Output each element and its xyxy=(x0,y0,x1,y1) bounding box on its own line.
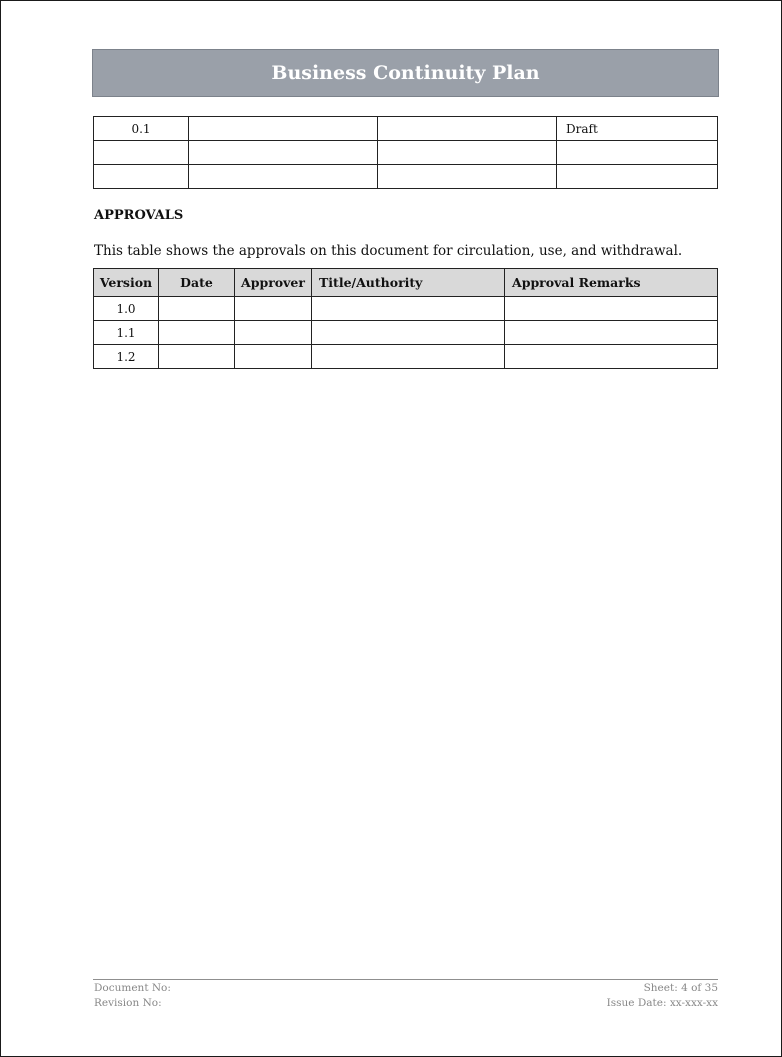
table-cell xyxy=(505,297,718,321)
document-title-bar xyxy=(92,49,719,97)
column-header-version: Version xyxy=(94,269,159,297)
table-row xyxy=(94,297,718,321)
table-row xyxy=(94,141,718,165)
table-cell xyxy=(94,165,189,189)
table-cell xyxy=(94,141,189,165)
table-cell xyxy=(312,345,505,369)
table-cell: 1.1 xyxy=(94,321,159,345)
table-cell xyxy=(189,141,378,165)
sheet-number: Sheet: 4 of 35 xyxy=(643,982,718,994)
table-cell xyxy=(235,297,312,321)
table-header-row xyxy=(94,269,718,297)
column-header-approval-remarks: Approval Remarks xyxy=(505,269,718,297)
table-cell: 0.1 xyxy=(94,117,189,141)
table-row xyxy=(94,321,718,345)
table-cell xyxy=(378,165,557,189)
table-cell xyxy=(159,321,235,345)
table-cell xyxy=(557,165,718,189)
table-row xyxy=(94,117,718,141)
table-row xyxy=(94,165,718,189)
document-no-label: Document No: xyxy=(94,982,171,994)
table-cell xyxy=(235,321,312,345)
page-footer xyxy=(94,982,718,1012)
issue-date: Issue Date: xx-xxx-xx xyxy=(606,997,718,1009)
approvals-table xyxy=(93,268,718,369)
table-cell xyxy=(505,345,718,369)
table-cell: 1.0 xyxy=(94,297,159,321)
table-cell xyxy=(378,141,557,165)
column-header-approver: Approver xyxy=(235,269,312,297)
column-header-title-authority: Title/Authority xyxy=(312,269,505,297)
table-cell xyxy=(159,345,235,369)
approvals-heading: APPROVALS xyxy=(94,208,184,223)
table-cell xyxy=(312,297,505,321)
table-cell: 1.2 xyxy=(94,345,159,369)
document-title: Business Continuity Plan xyxy=(271,62,540,84)
table-cell xyxy=(189,117,378,141)
table-cell xyxy=(312,321,505,345)
table-cell xyxy=(378,117,557,141)
table-row xyxy=(94,345,718,369)
approvals-description: This table shows the approvals on this document for circulation, use, and withdrawal. xyxy=(94,243,683,259)
footer-divider xyxy=(93,979,718,980)
table-cell xyxy=(557,141,718,165)
table-cell xyxy=(189,165,378,189)
table-cell xyxy=(159,297,235,321)
table-cell: Draft xyxy=(557,117,718,141)
table-cell xyxy=(235,345,312,369)
table-cell xyxy=(505,321,718,345)
column-header-date: Date xyxy=(159,269,235,297)
revision-no-label: Revision No: xyxy=(94,997,162,1009)
revision-history-table xyxy=(93,116,718,189)
